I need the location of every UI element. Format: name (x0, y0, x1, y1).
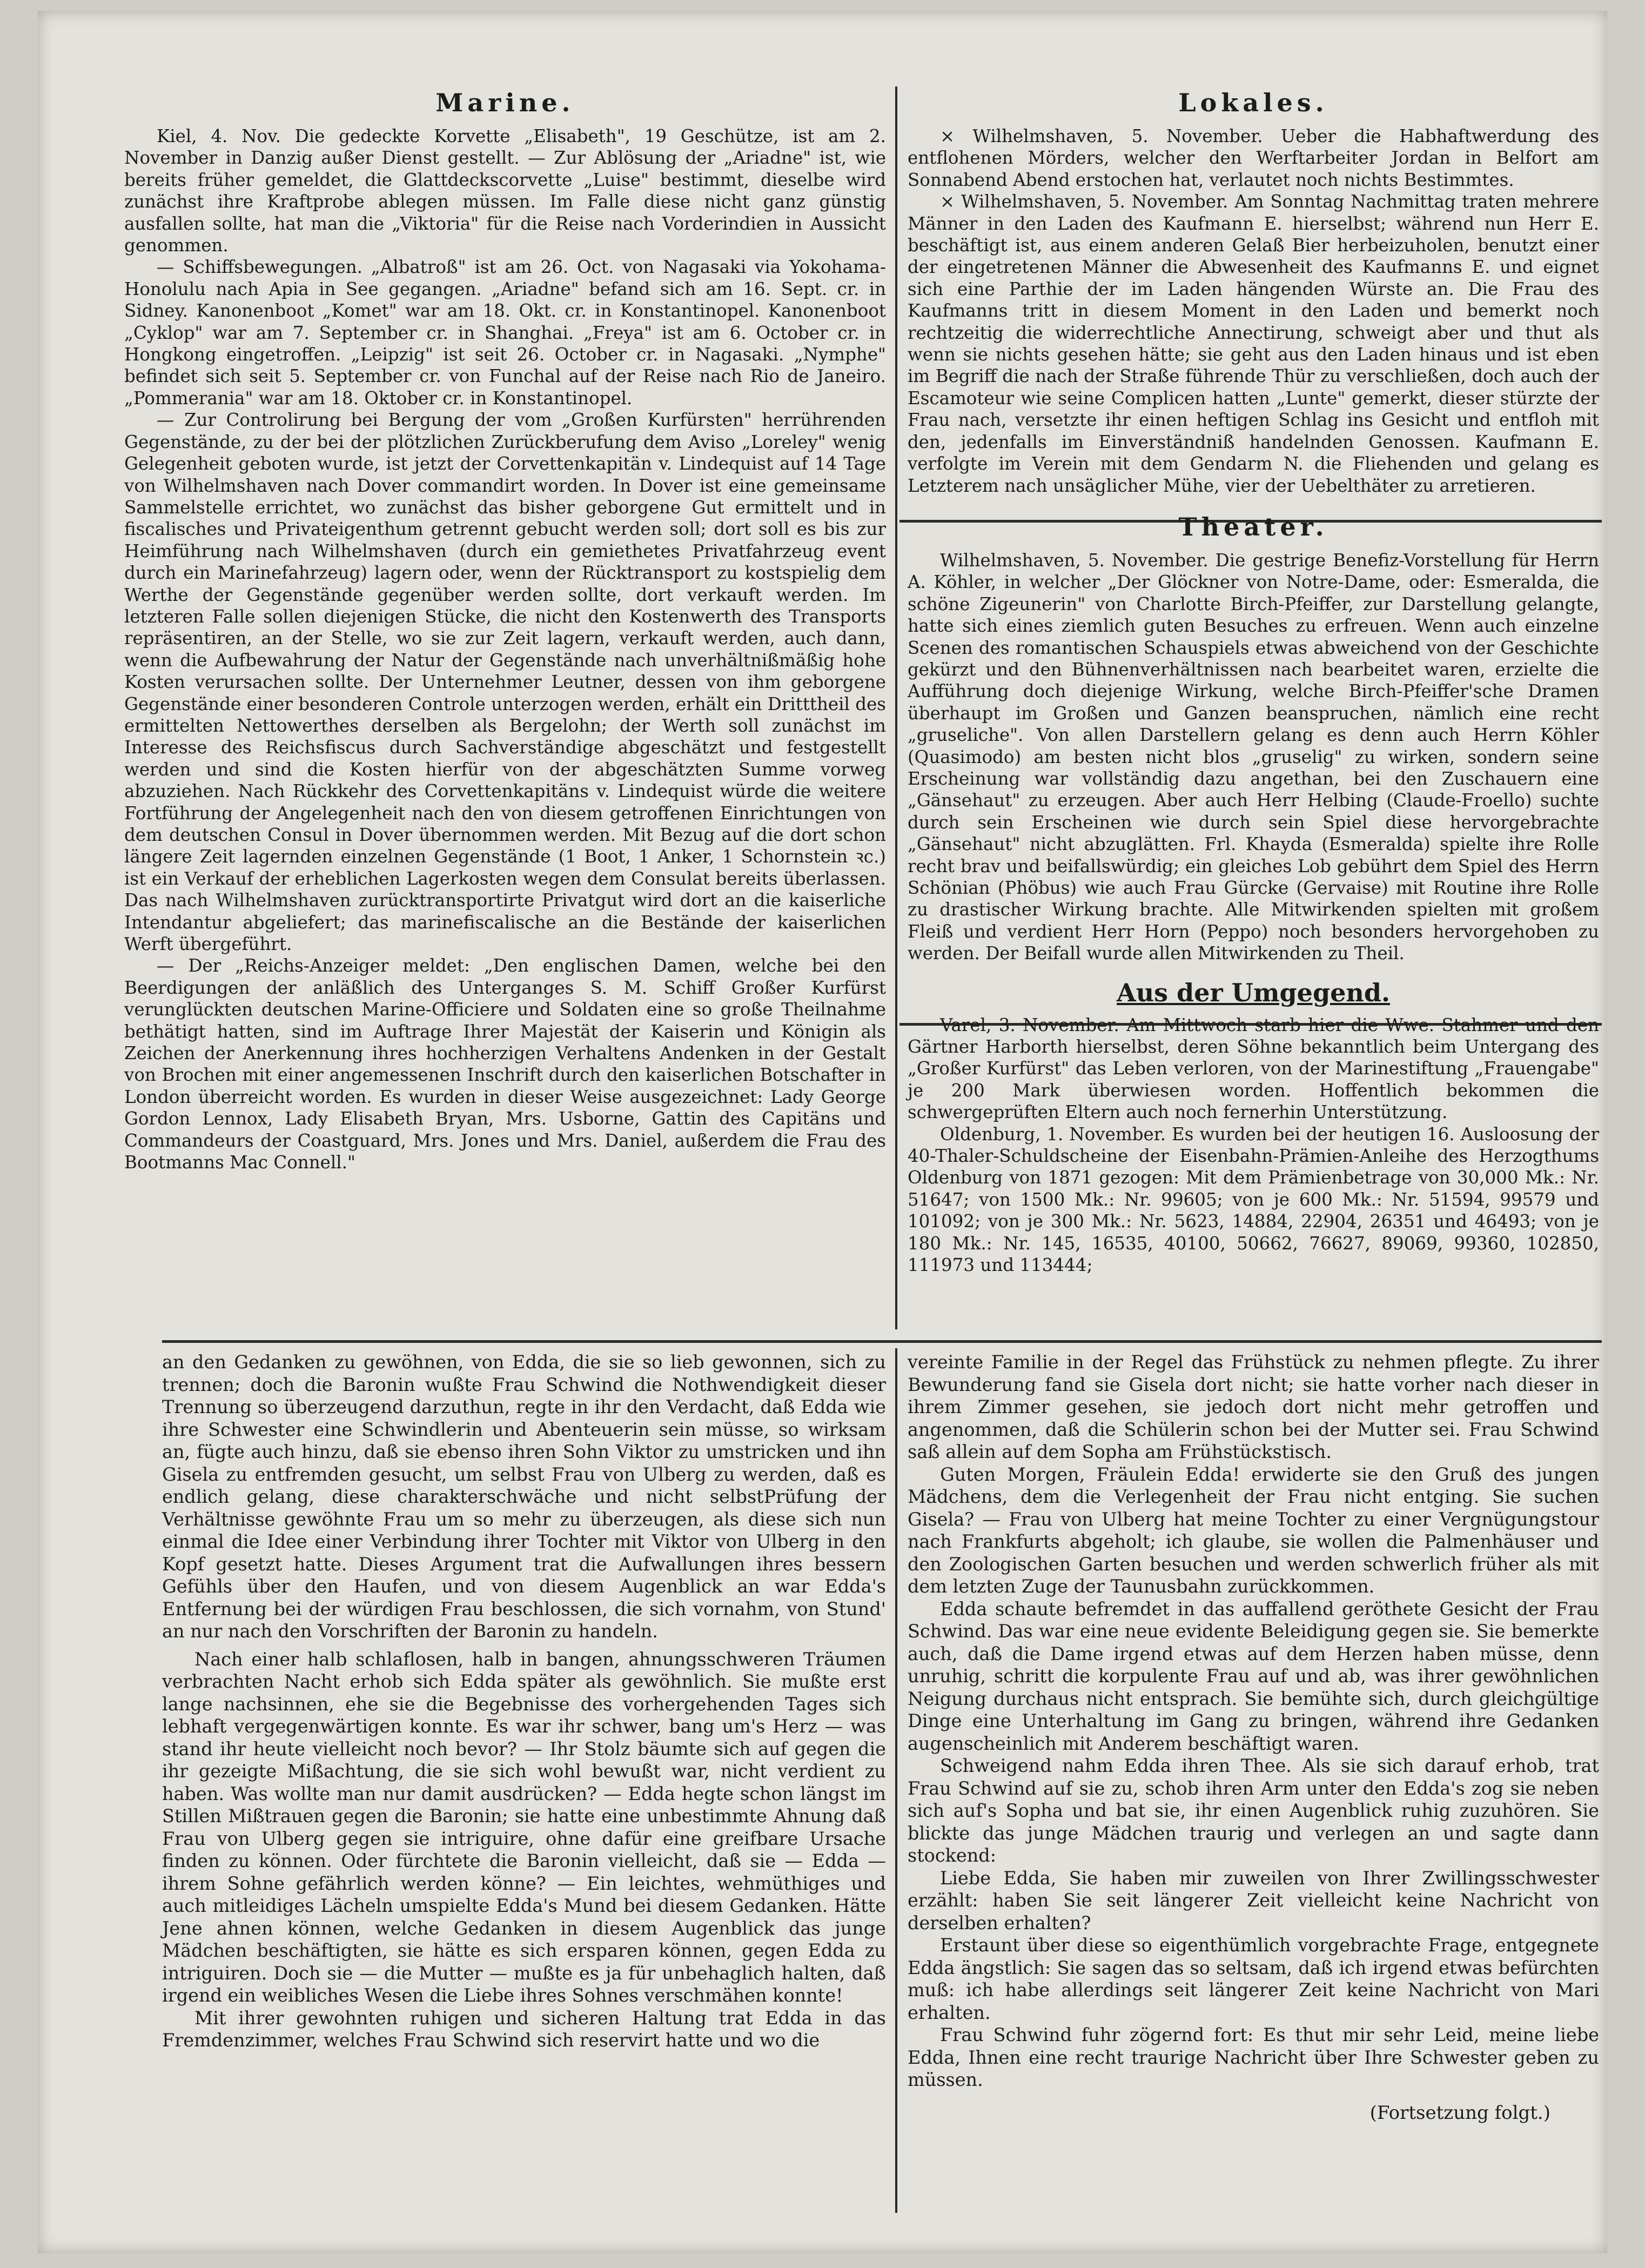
feuilleton-paragraph: vereinte Familie in der Regel das Frühstück zu nehmen pflegte. Zu ihrer Bewunderung fand sie Gisela dort nicht; sie hatte vorher nach dieser in ihrem Zimmer gesehen, sie jedoch dort nicht mehr getroffen und angenommen, daß die Schülerin schon bei der Mutter sei. Frau Schwind saß allein auf dem Sopha am Frühstückstisch. (908, 1352, 1599, 1462)
feuilleton-rule (162, 1340, 1602, 1343)
umgegend-paragraph: Varel, 3. November. Am Mittwoch starb hier die Wwe. Stahmer und den Gärtner Harborth hierselbst, deren Söhne bekanntlich beim Untergang des „Großer Kurfürst" das Leben verloren, von der Marinestiftung „Frauengabe" je 200 Mark überwiesen worden. Hoffentlich bekommen die schwergeprüften Eltern auch noch fernerhin Unterstützung. (908, 1014, 1599, 1123)
lokales-paragraph: × Wilhelmshaven, 5. November. Ueber die Habhaftwerdung des entflohenen Mörders, welcher den Werftarbeiter Jordan in Belfort am Sonnabend Abend erstochen hat, verlautet noch nichts Bestimmtes. (908, 126, 1599, 190)
lokales-paragraph: × Wilhelmshaven, 5. November. Am Sonntag Nachmittag traten mehrere Männer in den Laden des Kaufmann E. hierselbst; während nun Herr E. beschäftigt ist, aus einem anderen Gelaß Bier herbeizuholen, benutzt einer der eingetretenen Männer die Abwesenheit des Kaufmanns E. und eignet sich eine Parthie der im Laden hängenden Würste an. Die Frau des Kaufmanns tritt in diesem Moment in den Laden und bemerkt noch rechtzeitig die widerrechtliche Annectirung, schweigt aber und thut als wenn sie nichts gesehen hätte; sie geht aus den Laden hinaus und ist eben im Begriff die nach der Straße führende Thür zu verschließen, doch auch der Escamoteur wie seine Complicen hatten „Lunte" gemerkt, dieser stürzte der Frau nach, versetzte ihr einen heftigen Schlag ins Gesicht und entfloh mit den, jedenfalls im Einverständniß handelnden Genossen. Kaufmann E. verfolgte im Verein mit dem Gendarm N. die Fliehenden und gelang es Letzterem nach unsäglicher Mühe, vier der Uebelthäter zu arretieren. (908, 191, 1599, 496)
marine-paragraph: — Zur Controlirung bei Bergung der vom „Großen Kurfürsten" herrührenden Gegenstände, zu der bei der plötzlichen Zurückberufung dem Aviso „Loreley" wenig Gelegenheit geboten wurde, ist jetzt der Corvettenkapitän v. Lindequist auf 14 Tage von Wilhelmshaven nach Dover commandirt worden. In Dover ist eine gemeinsame Sammelstelle errichtet, wo zunächst das bisher geborgene Gut ermittelt und in fiscalisches und Privateigenthum getrennt gebucht werden soll; dort soll es bis zur Heimführung nach Wilhelmshaven (durch ein gemiethetes Privatfahrzeug event durch ein Marinefahrzeug) lagern oder, wenn der Rücktransport zu kostspielig dem Werthe der Gegenstände gegenüber werden sollte, dort verkauft werden. Im letzteren Falle sollen diejenigen Stücke, die nicht den Kostenwerth des Transports repräsentiren, an der Stelle, wo sie zur Zeit lagern, verkauft werden, auch dann, wenn die Aufbewahrung der Natur der Gegenstände nach unverhältnißmäßig hohe Kosten verursachen sollte. Der Unternehmer Leutner, dessen von ihm geborgene Gegenstände einer besonderen Controle unterzogen werden, erhält ein Dritttheil des ermittelten Nettowerthes derselben als Bergelohn; der Werth soll zunächst im Interesse des Reichsfiscus durch Sachverständige abgeschätzt und festgestellt werden und sind die Kosten hierfür von der abgeschätzten Summe vorweg abzuziehen. Nach Rückkehr des Corvettenkapitäns v. Lindequist würde die weitere Fortführung der Angelegenheit nach den von diesem getroffenen Einrichtungen von dem deutschen Consul in Dover übernommen werden. Mit Bezug auf die dort schon längere Zeit lagernden einzelnen Gegenstände (1 Boot, 1 Anker, 1 Schornstein ꝛc.) ist ein Verkauf der erheblichen Lagerkosten wegen dem Consulat bereits überlassen. Das nach Wilhelmshaven zurücktransportirte Privatgut wird dort an die kaiserliche Intendantur abgeliefert; das marinefiscalische an die Bestände der kaiserlichen Werft übergeführt. (124, 410, 886, 955)
continuation-note: (Fortsetzung folgt.) (1369, 2102, 1550, 2124)
lokales-section (908, 86, 1599, 497)
column-rule-top (895, 86, 897, 1329)
feuilleton-left-column (162, 1351, 886, 2052)
feuilleton-paragraph: an den Gedanken zu gewöhnen, von Edda, die sie so lieb gewonnen, sich zu trennen; doch die Baronin wußte Frau Schwind die Nothwendigkeit dieser Trennung so überzeugend darzuthun, regte in ihr den Verdacht, daß Edda wie ihre Schwester eine Schwindlerin und Abenteuerin sein müsse, so wirksam an, fügte auch hinzu, daß sie ebenso ihren Sohn Viktor zu umstricken und ihn Gisela zu entfremden gesucht, um selbst Frau von Ulberg zu werden, daß es endlich gelang, diese charakterschwäche und nicht selbstPrüfung der Verhältnisse gewöhnte Frau um so mehr zu überzeugen, als diese sich nun einmal die Idee einer Verbindung ihrer Tochter mit Viktor von Ulberg in den Kopf gesetzt hatte. Dieses Argument trat die Aufwallungen ihres bessern Gefühls über den Haufen, und von diesem Augenblick an war Edda's Entfernung bei der würdigen Frau beschlossen, die sich vornahm, von Stund' an nur nach den Vorschriften der Baronin zu handeln. (162, 1352, 886, 1642)
marine-heading: Marine. (435, 88, 575, 117)
lokales-heading: Lokales. (1178, 88, 1328, 117)
column-rule-bottom (895, 1348, 897, 2213)
theater-section (908, 511, 1599, 965)
theater-paragraph: Wilhelmshaven, 5. November. Die gestrige Benefiz-Vorstellung für Herrn A. Köhler, in welcher „Der Glöckner von Notre-Dame, oder: Esmeralda, die schöne Zigeunerin" von Charlotte Birch-Pfeiffer, zur Darstellung gelangte, hatte sich eines ziemlich guten Besuches zu erfreuen. Wenn auch einzelne Scenen des romantischen Schauspiels etwas abweichend von der Geschichte gekürzt und den Bühnenverhältnissen nach bearbeitet waren, erzielte die Aufführung doch diejenige Wirkung, welche Birch-Pfeiffer'sche Dramen überhaupt im Großen und Ganzen beanspruchen, nämlich eine recht „gruseliche". Von allen Darstellern gelang es denn auch Herrn Köhler (Quasimodo) am besten nicht blos „gruselig" zu wirken, sondern seine Erscheinung war vollständig dazu angethan, bei den Zuschauern eine „Gänsehaut" zu erzeugen. Aber auch Herr Helbing (Claude-Froello) suchte durch sein Erscheinen wie durch sein Spiel diese hervorgebrachte „Gänsehaut" nicht abzuglätten. Frl. Khayda (Esmeralda) spielte ihre Rolle recht brav und beifallswürdig; ein gleiches Lob gebührt dem Spiel des Herrn Schönian (Phöbus) wie auch Frau Gürcke (Gervaise) mit Routine ihre Rolle zu drastischer Wirkung brachte. Alle Mitwirkenden spielten mit großem Fleiß und verdient Herr Horn (Peppo) noch besonders hervorgehoben zu werden. Der Beifall wurde allen Mitwirkenden zu Theil. (908, 550, 1599, 964)
feuilleton-paragraph: Edda schaute befremdet in das auffallend geröthete Gesicht der Frau Schwind. Das war eine neue evidente Beleidigung gegen sie. Sie bemerkte auch, daß die Dame irgend etwas auf dem Herzen haben müsse, denn unruhig, schritt die korpulente Frau auf und ab, was ihrer gewöhnlichen Neigung durchaus nicht entsprach. Sie bemühte sich, durch gleichgültige Dinge eine Unterhaltung im Gang zu bringen, während ihre Gedanken augenscheinlich mit Anderem beschäftigt waren. (908, 1598, 1599, 1754)
marine-section (124, 86, 886, 1174)
marine-paragraph: — Der „Reichs-Anzeiger meldet: „Den englischen Damen, welche bei den Beerdigungen der anläßlich des Unterganges S. M. Schiff Großer Kurfürst verunglückten deutschen Marine-Officiere und Soldaten eine so große Theilnahme bethätigt hatten, sind im Auftrage Ihrer Majestät der Kaiserin und Königin als Zeichen der Anerkennung ihres hochherzigen Verhaltens Andenken in der Gestalt von Brochen mit einer angemessenen Inschrift durch den kaiserlichen Botschafter in London überreicht worden. Es wurden in dieser Weise ausgezeichnet: Lady George Gordon Lennox, Lady Elisabeth Bryan, Mrs. Usborne, Gattin des Capitäns und Commandeurs der Coastguard, Mrs. Jones und Mrs. Daniel, außerdem die Frau des Bootmanns Mac Connell." (124, 955, 886, 1173)
marine-paragraph: — Schiffsbewegungen. „Albatroß" ist am 26. Oct. von Nagasaki via Yokohama-Honolulu nach Apia in See gegangen. „Ariadne" befand sich am 16. Sept. cr. in Sidney. Kanonenboot „Komet" war am 18. Okt. cr. in Konstantinopel. Kanonenboot „Cyklop" war am 7. September cr. in Shanghai. „Freya" ist am 6. October cr. in Hongkong eingetroffen. „Leipzig" ist seit 26. October cr. in Nagasaki. „Nymphe" befindet sich seit 5. September cr. von Funchal auf der Reise nach Rio de Janeiro. „Pommerania" war am 18. Oktober cr. in Konstantinopel. (124, 257, 886, 409)
feuilleton-right-column (908, 1351, 1599, 2124)
umgegend-heading: Aus der Umgegend. (1117, 978, 1390, 1007)
umgegend-section (908, 976, 1599, 1276)
feuilleton-paragraph: Liebe Edda, Sie haben mir zuweilen von Ihrer Zwillingsschwester erzählt: haben Sie seit längerer Zeit vielleicht keine Nachricht von derselben erhalten? (908, 1867, 1599, 1934)
theater-heading: Theater. (1178, 512, 1328, 541)
feuilleton-paragraph: Guten Morgen, Fräulein Edda! erwiderte sie den Gruß des jungen Mädchens, dem die Verlegenheit der Frau nicht entging. Sie suchen Gisela? — Frau von Ulberg hat meine Tochter zu einer Vergnügungstour nach Frankfurts abgeholt; ich glaube, sie wollen die Palmenhäuser und den Zoologischen Garten besuchen und werden schwerlich früher als mit dem letzten Zuge der Taunusbahn zurückkommen. (908, 1463, 1599, 1597)
right-top-column (908, 86, 1599, 1276)
feuilleton-paragraph: Erstaunt über diese so eigenthümlich vorgebrachte Frage, entgegnete Edda ängstlich: Sie sagen das so seltsam, daß ich irgend etwas befürchten muß: ich habe allerdings seit längerer Zeit keine Nachricht von Mari erhalten. (908, 1935, 1599, 2023)
feuilleton-paragraph: Schweigend nahm Edda ihren Thee. Als sie sich darauf erhob, trat Frau Schwind auf sie zu, schob ihren Arm unter den Edda's zog sie neben sich auf's Sopha und bat sie, ihr einen Augenblick ruhig zuzuhören. Sie blickte das junge Mädchen traurig und verlegen an und sagte dann stockend: (908, 1755, 1599, 1866)
feuilleton-paragraph: Frau Schwind fuhr zögernd fort: Es thut mir sehr Leid, meine liebe Edda, Ihnen eine recht traurige Nachricht über Ihre Schwester geben zu müssen. (908, 2024, 1599, 2090)
feuilleton-paragraph: Nach einer halb schlaflosen, halb in bangen, ahnungsschweren Träumen verbrachten Nacht erhob sich Edda später als gewöhnlich. Sie mußte erst lange nachsinnen, ehe sie die Begebnisse des vorhergehenden Tages sich lebhaft vergegenwärtigen konnte. Es war ihr schwer, bang um's Herz — was stand ihr heute vielleicht noch bevor? — Ihr Stolz bäumte sich auf gegen die ihr gezeigte Mißachtung, die sie sich wohl bewußt war, nicht verdient zu haben. Was wollte man nur damit ausdrücken? — Edda hegte schon längst im Stillen Mißtrauen gegen die Baronin; sie hatte eine unbestimmte Ahnung daß Frau von Ulberg gegen sie intriguire, ohne dafür eine greifbare Ursache finden zu können. Oder fürchtete die Baronin vielleicht, daß sie — Edda — ihrem Sohne gefährlich werden könne? — Ein leichtes, wehmüthiges und auch mitleidiges Lächeln umspielte Edda's Mund bei diesem Gedanken. Hätte Jene ahnen können, welche Gedanken in diesem Augenblick das junge Mädchen beschäftigten, sie hätte es sich ersparen können, gegen Edda zu intriguiren. Doch sie — die Mutter — mußte es ja für unbehaglich halten, daß irgend ein weibliches Wesen die Liebe ihres Sohnes verschmähen konnte! (162, 1648, 886, 2006)
marine-paragraph: Kiel, 4. Nov. Die gedeckte Korvette „Elisabeth", 19 Geschütze, ist am 2. November in Danzig außer Dienst gestellt. — Zur Ablösung der „Ariadne" ist, wie bereits früher gemeldet, die Glattdeckscorvette „Luise" bestimmt, dieselbe wird zunächst ihre Kraftprobe ablegen müssen. Im Falle diese nicht ganz günstig ausfallen sollte, hat man die „Viktoria" für die Reise nach Vorderindien in Aussicht genommen. (124, 126, 886, 256)
umgegend-paragraph: Oldenburg, 1. November. Es wurden bei der heutigen 16. Ausloosung der 40-Thaler-Schuldscheine der Eisenbahn-Prämien-Anleihe des Herzogthums Oldenburg von 1871 gezogen: Mit dem Prämienbetrage von 30,000 Mk.: Nr. 51647; von 1500 Mk.: Nr. 99605; von je 600 Mk.: Nr. 51594, 99579 und 101092; von je 300 Mk.: Nr. 5623, 14884, 22904, 26351 und 46493; von je 180 Mk.: Nr. 145, 16535, 40100, 50662, 76627, 89069, 99360, 102850, 111973 und 113444; (908, 1123, 1599, 1276)
feuilleton-paragraph: Mit ihrer gewohnten ruhigen und sicheren Haltung trat Edda in das Fremdenzimmer, welches Frau Schwind sich reservirt hatte und wo die (162, 2007, 886, 2051)
